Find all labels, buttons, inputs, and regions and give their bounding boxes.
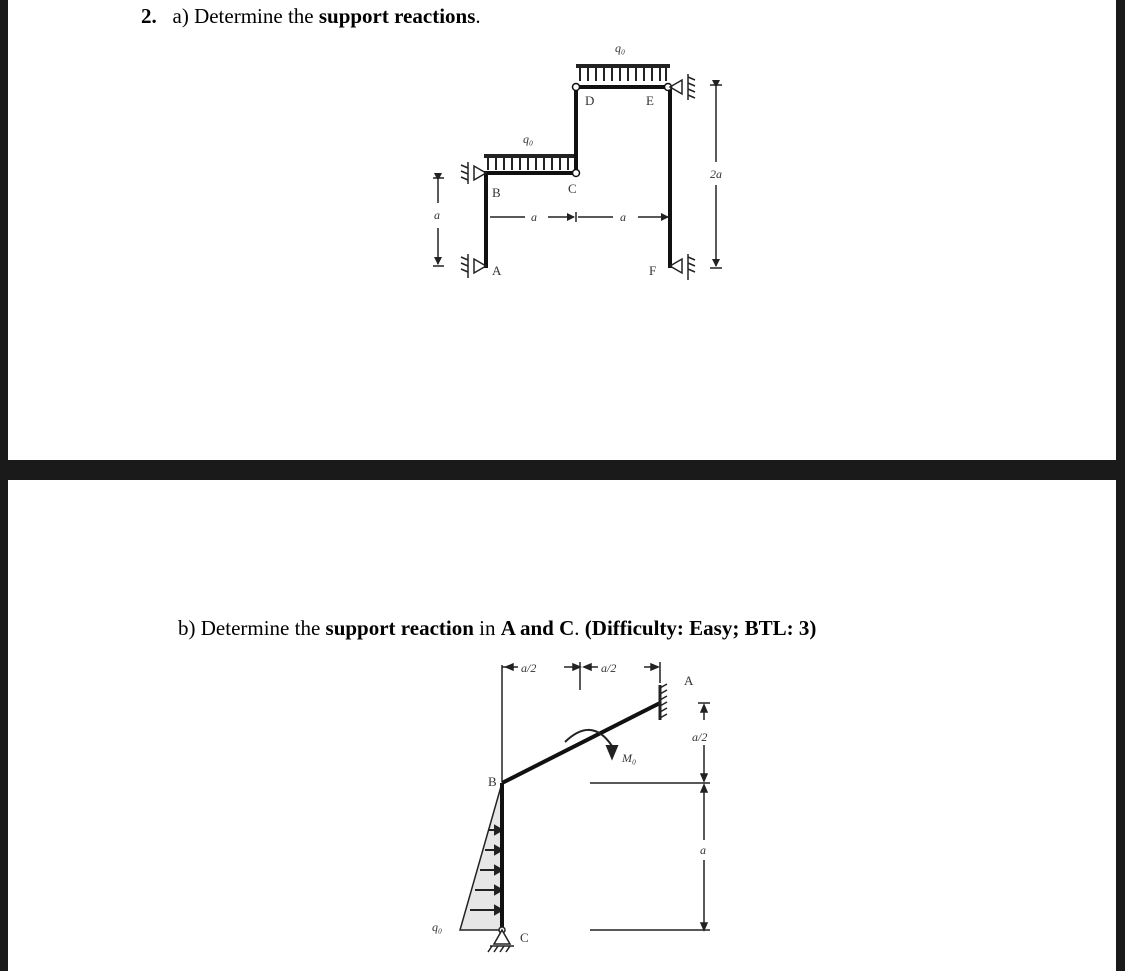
frame-members-b	[502, 703, 660, 930]
dim-top	[502, 662, 660, 781]
support-a-fixed	[660, 684, 667, 720]
question-b-mid2: .	[574, 616, 585, 640]
dim-right-upper-label: a/2	[692, 730, 708, 744]
page-2	[8, 480, 1116, 971]
question-a-bold: support reactions	[318, 4, 476, 28]
question-a-prefix: a) Determine the	[172, 4, 319, 28]
dim-span1-label: a	[531, 210, 537, 224]
support-a	[461, 254, 486, 278]
question-a-suffix: .	[475, 4, 481, 28]
dim-span2-label: a	[620, 210, 626, 224]
question-b-bold2: A and C	[500, 616, 575, 640]
question-b-bold1: support reaction	[325, 616, 474, 640]
label-b-fig-b: B	[488, 774, 497, 789]
dim-right-height-label: 2a	[710, 167, 722, 181]
dim-top1-label: a/2	[521, 661, 537, 675]
dim-spans	[490, 212, 668, 222]
label-a: A	[492, 263, 502, 278]
dim-top2-label: a/2	[601, 661, 617, 675]
dim-right-lower-label: a	[700, 843, 706, 857]
support-e	[670, 74, 695, 100]
support-f	[670, 254, 695, 280]
label-a-fig-b: A	[684, 673, 694, 688]
distributed-load-top	[576, 64, 670, 81]
question-b-prefix: b) Determine the	[178, 616, 326, 640]
load-label-top: q₀	[615, 41, 626, 55]
figure-a	[8, 0, 1116, 460]
label-f: F	[649, 263, 657, 278]
page-1	[8, 0, 1116, 460]
load-label-b: q₀	[432, 920, 443, 934]
hinge-d	[573, 84, 580, 91]
question-number: 2.	[141, 4, 157, 28]
load-label-left: q₀	[523, 132, 534, 146]
moment-label: M₀	[622, 751, 637, 765]
hinge-c	[573, 170, 580, 177]
dim-left-height	[433, 178, 444, 266]
label-c: C	[568, 181, 577, 196]
label-d: D	[585, 93, 595, 108]
figure-b	[8, 480, 1116, 971]
support-b	[461, 162, 486, 184]
question-b-mid: in	[473, 616, 501, 640]
label-c-fig-b: C	[520, 930, 529, 945]
triangular-load	[460, 783, 502, 930]
distributed-load-left	[484, 154, 576, 170]
dim-left-height-label: a	[434, 208, 440, 222]
label-b: B	[492, 185, 501, 200]
question-b-bold3: (Difficulty: Easy; BTL: 3)	[584, 616, 817, 640]
moment-m0	[565, 730, 617, 758]
label-e: E	[646, 93, 654, 108]
frame-members	[486, 87, 670, 268]
